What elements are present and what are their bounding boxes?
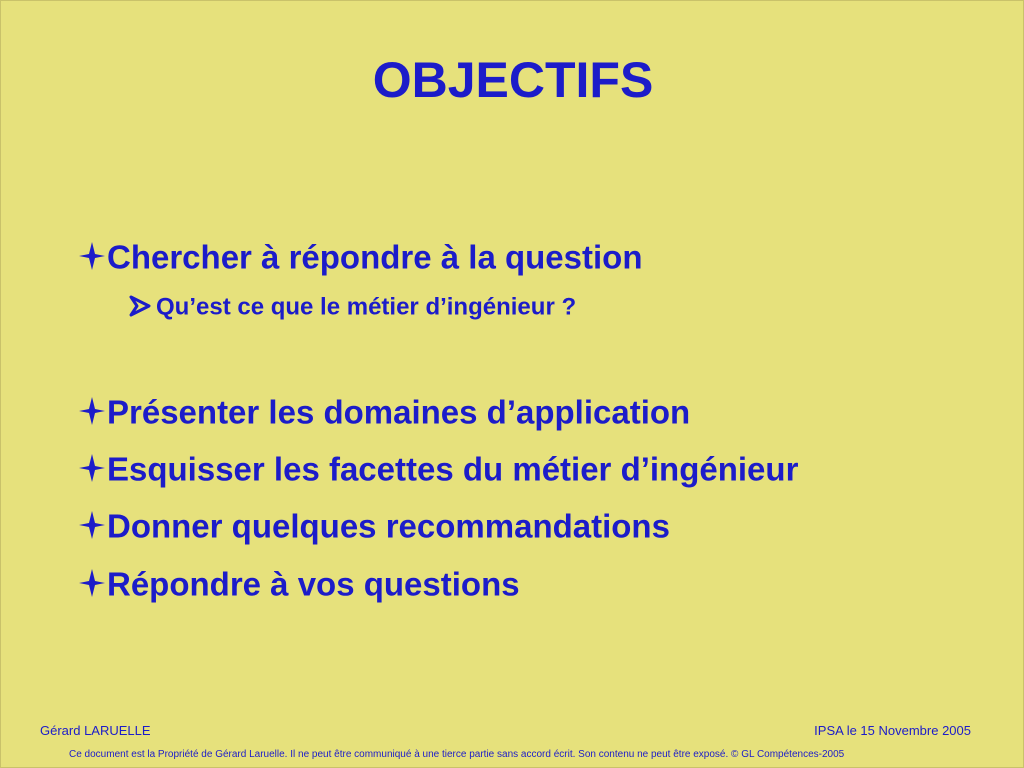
footer-event: IPSA le 15 Novembre 2005 <box>814 723 971 738</box>
bullet-item <box>77 390 690 432</box>
bullet-item <box>77 504 670 546</box>
four-point-star-icon <box>77 234 107 274</box>
bullet-text: Répondre à vos questions <box>107 565 520 603</box>
four-point-star-icon <box>77 389 107 429</box>
bullet-item <box>77 235 642 277</box>
bullet-text: Présenter les domaines d’application <box>107 393 691 431</box>
footer-author: Gérard LARUELLE <box>40 723 151 738</box>
sub-bullet-item <box>128 292 576 323</box>
four-point-star-icon <box>77 561 107 601</box>
bullet-item <box>77 447 798 489</box>
sub-bullet-text: Qu’est ce que le métier d’ingénieur ? <box>156 293 577 321</box>
arrowhead-icon <box>128 291 156 321</box>
bullet-text: Esquisser les facettes du métier d’ingénieur <box>107 450 799 488</box>
bullet-text: Chercher à répondre à la question <box>107 238 643 276</box>
footer-notice: Ce document est la Propriété de Gérard Laruelle. Il ne peut être communiqué à une tierce partie sans accord écrit. Son contenu ne peut être exposé. © GL Compétences-2005 <box>69 749 845 760</box>
four-point-star-icon <box>77 503 107 543</box>
bullet-item <box>77 562 520 604</box>
four-point-star-icon <box>77 446 107 486</box>
bullet-text: Donner quelques recommandations <box>107 507 670 545</box>
slide-title: OBJECTIFS <box>372 52 654 108</box>
